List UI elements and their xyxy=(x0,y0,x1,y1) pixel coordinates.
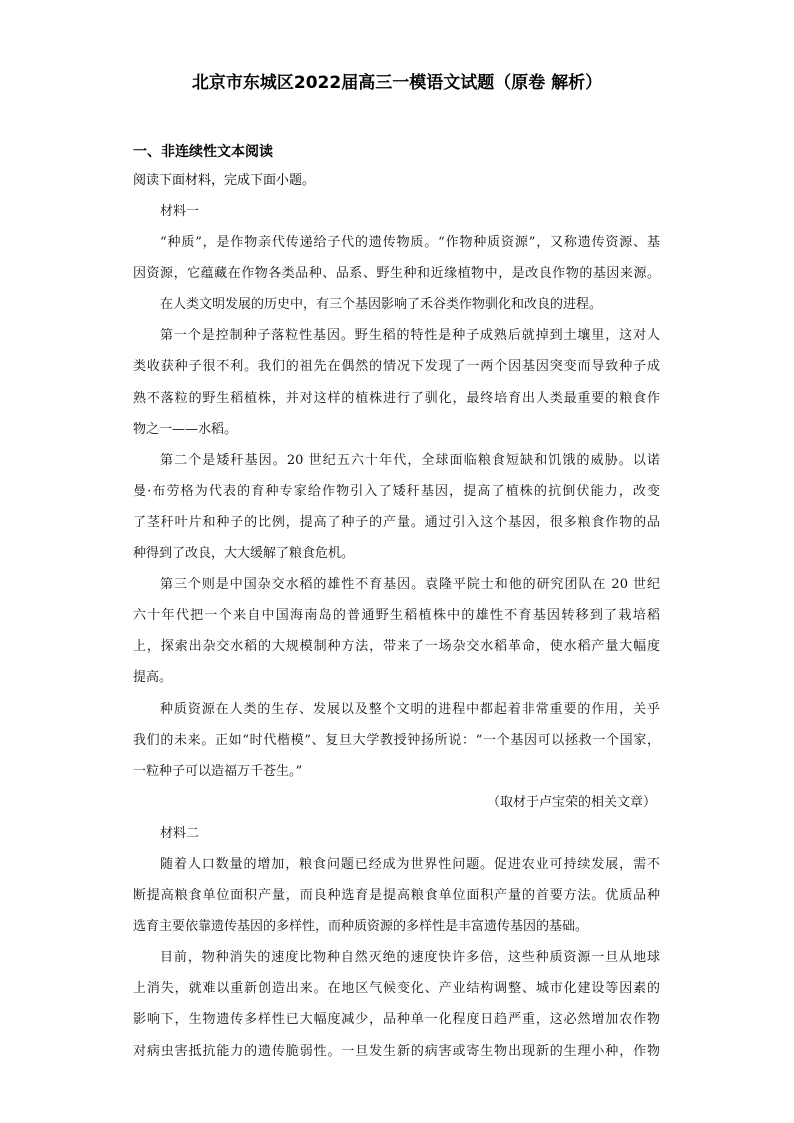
text-line: 类收获种子很不利。我们的祖先在偶然的情况下发现了一两个因基因突变而导致种子成 xyxy=(133,359,660,375)
text-line: 熟不落粒的野生稻植株，并对这样的植株进行了驯化，最终培育出人类最重要的粮食作 xyxy=(133,390,660,406)
text-line: 第三个则是中国杂交水稻的雄性不育基因。袁隆平院士和他的研究团队在 20 世纪 xyxy=(160,577,660,593)
text-line: 曼·布劳格为代表的育种专家给作物引入了矮秆基因，提高了植株的抗倒伏能力，改变 xyxy=(133,483,660,499)
text-line: 目前，物种消失的速度比物种自然灭绝的速度快许多倍，这些种质资源一旦从地球 xyxy=(160,950,660,966)
material-label: 材料一 xyxy=(160,204,200,219)
text-line: 一粒种子可以造福万千苍生。” xyxy=(133,763,303,779)
text-line: 影响下，生物遗传多样性已大幅度减少，品种单一化程度日趋严重，这必然增加农作物 xyxy=(133,1012,660,1028)
paragraph xyxy=(133,942,660,1066)
text-line: 在人类文明发展的历史中，有三个基因影响了禾谷类作物驯化和改良的进程。 xyxy=(160,297,603,313)
text-line: 种质资源在人类的生存、发展以及整个文明的进程中都起着非常重要的作用，关乎 xyxy=(160,701,660,717)
paragraph xyxy=(133,289,660,320)
text-line: 种得到了改良，大大缓解了粮食危机。 xyxy=(133,546,355,562)
text-line: “种质”，是作物亲代传递给子代的遗传物质。“作物种质资源”，又称遗传资源、基 xyxy=(160,235,660,251)
text-line: 第一个是控制种子落粒性基因。野生稻的特性是种子成熟后就掉到土壤里，这对人 xyxy=(160,328,660,344)
reading-body xyxy=(133,196,660,1067)
paragraph xyxy=(133,227,660,289)
section-heading: 一、非连续性文本阅读 xyxy=(133,144,273,160)
text-line: 第二个是矮秆基因。20 世纪五六十年代，全球面临粮食短缺和饥饿的威胁。以诺 xyxy=(160,452,660,468)
reading-instruction: 阅读下面材料，完成下面小题。 xyxy=(133,173,316,188)
text-line: 上消失，就难以重新创造出来。在地区气候变化、产业结构调整、城市化建设等因素的 xyxy=(133,981,660,997)
text-line: 对病虫害抵抗能力的遗传脆弱性。一旦发生新的病害或寄生物出现新的生理小种，作物 xyxy=(133,1043,660,1059)
text-line: 选育主要依靠遗传基因的多样性，而种质资源的多样性是丰富遗传基因的基础。 xyxy=(133,919,589,935)
text-line: 上，探索出杂交水稻的大规模制种方法，带来了一场杂交水稻革命，使水稻产量大幅度 xyxy=(133,639,660,655)
text-line: 随着人口数量的增加，粮食问题已经成为世界性问题。促进农业可持续发展，需不 xyxy=(160,856,660,872)
paragraph xyxy=(133,445,660,569)
document-title: 北京市东城区2022届高三一模语文试题（原卷 解析） xyxy=(191,73,603,93)
paragraph xyxy=(133,569,660,693)
paragraph xyxy=(133,694,660,787)
paragraph xyxy=(133,849,660,942)
material-label: 材料二 xyxy=(160,825,200,841)
text-line: 我们的未来。正如“时代楷模”、复旦大学教授钟扬所说：“一个基因可以拯救一个国家， xyxy=(133,732,660,748)
text-line: 因资源，它蕴藏在作物各类品种、品系、野生种和近缘植物中，是改良作物的基因来源。 xyxy=(133,266,660,282)
text-line: 六十年代把一个来自中国海南岛的普通野生稻植株中的雄性不育基因转移到了栽培稻 xyxy=(133,608,660,624)
text-line: 物之一——水稻。 xyxy=(133,421,238,437)
text-line: 断提高粮食单位面积产量，而良种选育是提高粮食单位面积产量的首要方法。优质品种 xyxy=(133,888,660,904)
text-line: 提高。 xyxy=(133,670,173,686)
paragraph xyxy=(133,320,660,444)
source-citation: （取材于卢宝荣的相关文章） xyxy=(486,794,656,810)
text-line: 了茎秆叶片和种子的比例，提高了种子的产量。通过引入这个基因，很多粮食作物的品 xyxy=(133,514,660,530)
